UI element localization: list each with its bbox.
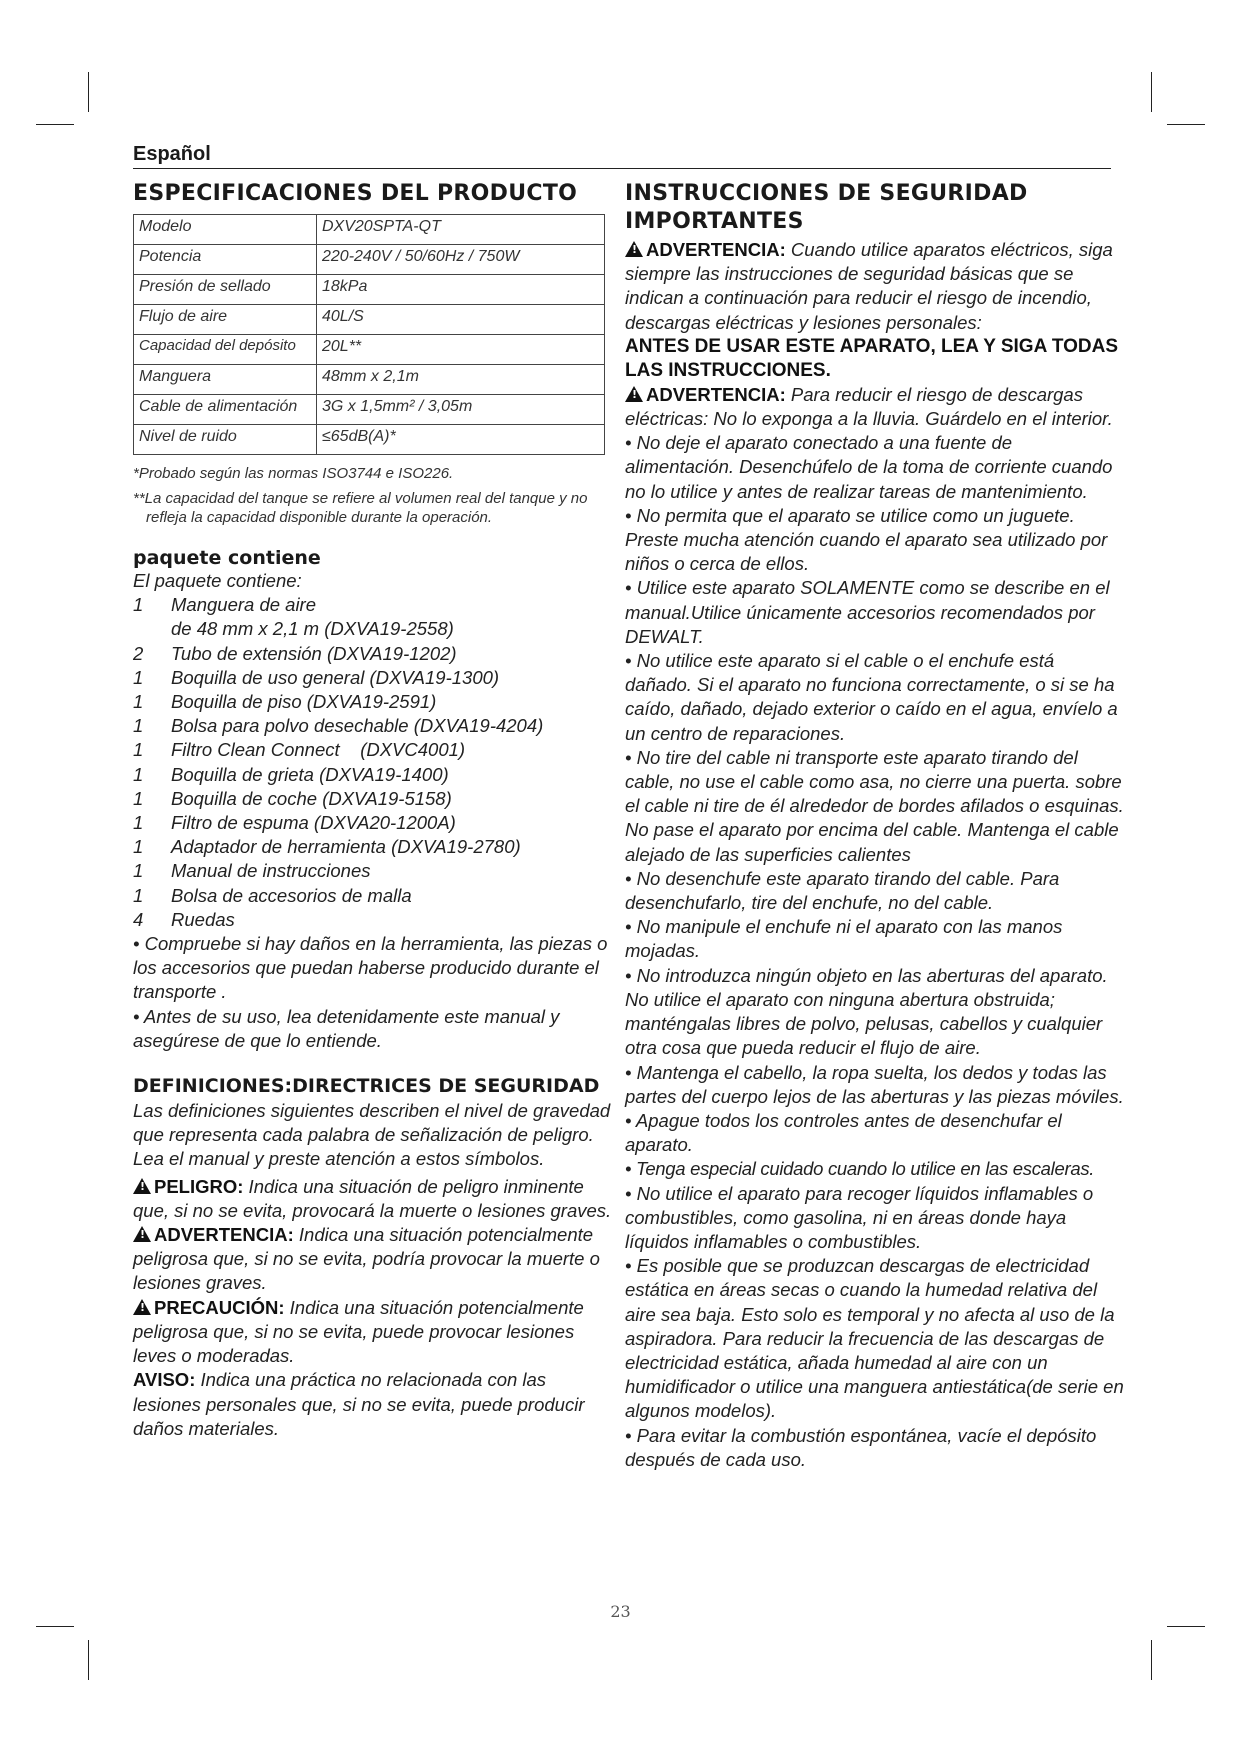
- list-item: [133, 666, 613, 690]
- item-text: Manual de instrucciones: [171, 860, 371, 882]
- spec-label: Modelo: [134, 215, 317, 245]
- list-item: [133, 884, 613, 908]
- table-row: [134, 335, 605, 365]
- spec-label: Nivel de ruido: [134, 425, 317, 455]
- table-row: [134, 305, 605, 335]
- item-qty: 4: [133, 908, 144, 930]
- item-text: Adaptador de herramienta (DXVA19-2780): [171, 836, 521, 858]
- safety-bullet: • No utilice este aparato si el cable o el enchufe está dañado. Si el aparato no funciona correctamente, o si se ha caído, dañado, dejado exterior o caído en el agua, envíelo a un centro de reparaciones.: [625, 650, 1118, 744]
- signal-word: ADVERTENCIA:: [646, 383, 786, 405]
- warning-triangle-icon: [133, 1299, 151, 1315]
- safety-bullet: • Utilice este aparato SOLAMENTE como se describe en el manual.Utilice únicamente accesorios recomendados por DEWALT.: [625, 577, 1110, 647]
- list-item: [133, 763, 613, 787]
- crop-mark: [88, 72, 89, 112]
- spec-value: ≤65dB(A)*: [317, 425, 605, 455]
- item-qty: 1: [133, 691, 144, 713]
- item-qty: 1: [133, 787, 144, 809]
- safety-bullet: • Apague todos los controles antes de desenchufar el aparato.: [625, 1109, 1062, 1156]
- item-text: Boquilla de uso general (DXVA19-1300): [171, 666, 500, 688]
- package-bullet: • Antes de su uso, lea detenidamente este manual y asegúrese de que lo entiende.: [133, 1005, 560, 1051]
- table-row: [134, 365, 605, 395]
- package-bullet: • Compruebe si hay daños en la herramienta, las piezas o los accesorios que puedan haberse producido durante el transporte .: [133, 933, 608, 1003]
- definition-text: Indica una situación de peligro inminente que, si no se evita, provocará la muerte o lesiones graves.: [133, 1175, 612, 1221]
- safety-bullet: • No tire del cable ni transporte este aparato tirando del cable, no use el cable como asa, no cierre una puerta. sobre el cable ni tire de él alrededor de bordes afilados o esquinas. No pase el aparato por encima del cable. Mantenga el cable alejado de las superficies calientes: [625, 746, 1124, 865]
- list-item: [133, 738, 613, 762]
- safety-bullet: • No deje el aparato conectado a una fuente de alimentación. Desenchúfelo de la toma de corriente cuando no lo utilice y antes de realizar tareas de mantenimiento.: [625, 432, 1113, 502]
- signal-word: ADVERTENCIA:: [154, 1224, 294, 1246]
- safety-title: INSTRUCCIONES DE SEGURIDAD IMPORTANTES: [625, 181, 1028, 234]
- safety-bullet: • Para evitar la combustión espontánea, vacíe el depósito después de cada uso.: [625, 1424, 1097, 1470]
- signal-word: ADVERTENCIA:: [646, 239, 786, 260]
- read-instructions-notice: ANTES DE USAR ESTE APARATO, LEA Y SIGA TODAS LAS INSTRUCCIONES.: [625, 335, 1119, 381]
- crop-mark: [1167, 1626, 1205, 1627]
- item-text: Bolsa de accesorios de malla: [171, 884, 412, 906]
- crop-mark: [1151, 72, 1152, 112]
- list-item: [133, 835, 613, 859]
- crop-mark: [36, 1626, 74, 1627]
- item-text: Ruedas: [171, 908, 235, 930]
- item-qty: 1: [133, 812, 144, 834]
- item-text: Bolsa para polvo desechable (DXVA19-4204): [171, 715, 544, 737]
- definition-text: Indica una situación potencialmente peligrosa que, si no se evita, podría provocar la muerte o lesiones graves.: [133, 1224, 600, 1294]
- specs-footnote: *Probado según las normas ISO3744 e ISO226.: [133, 465, 454, 482]
- signal-word: PRECAUCIÓN:: [154, 1296, 285, 1318]
- warning-triangle-icon: [625, 241, 643, 257]
- list-item: [133, 787, 613, 811]
- language-label: Español: [133, 143, 211, 165]
- item-qty: 1: [133, 594, 144, 616]
- safety-bullet: • Es posible que se produzcan descargas de electricidad estática en áreas secas o cuando la humedad relativa del aire sea baja. Esto solo es temporal y no afecta al uso de la aspiradora. Para reducir la frecuencia de las descargas de electricidad estática, añada humedad al aire con un humidificador o utilice una manguera antiestática(de serie en algunos modelos).: [625, 1255, 1124, 1422]
- warning-triangle-icon: [625, 386, 643, 402]
- spec-label: Presión de sellado: [134, 275, 317, 305]
- item-qty: 1: [133, 860, 144, 882]
- spec-label: Capacidad del depósito: [134, 335, 317, 365]
- definitions-intro: Las definiciones siguientes describen el nivel de gravedad que representa cada palabra de señalización de peligro. Lea el manual y preste atención a estos símbolos.: [133, 1100, 611, 1170]
- safety-bullet: • No desenchufe este aparato tirando del cable. Para desenchufarlo, tire del enchufe, no del cable.: [625, 867, 1060, 914]
- spec-label: Cable de alimentación: [134, 395, 317, 425]
- table-row: [134, 245, 605, 275]
- page-number: 23: [610, 1602, 631, 1621]
- item-text: Manguera de aire: [171, 594, 317, 616]
- signal-word: PELIGRO:: [154, 1175, 244, 1197]
- crop-mark: [36, 124, 74, 125]
- item-text: Boquilla de grieta (DXVA19-1400): [171, 763, 449, 785]
- spec-value: 18kPa: [317, 275, 605, 305]
- safety-bullet: • No manipule el enchufe ni el aparato con las manos mojadas.: [625, 916, 1063, 962]
- item-text: Filtro de espuma (DXVA20-1200A): [171, 812, 456, 834]
- package-title: paquete contiene: [133, 547, 321, 569]
- definition-aviso: [133, 1368, 613, 1441]
- item-qty: 1: [133, 884, 144, 906]
- safety-bullet: • No permita que el aparato se utilice como un juguete. Preste mucha atención cuando el aparato sea utilizado por niños o cerca de ellos.: [625, 504, 1108, 575]
- item-text: Boquilla de piso (DXVA19-2591): [171, 691, 437, 713]
- safety-bullet: • Tenga especial cuidado cuando lo utilice en las escaleras.: [625, 1158, 1095, 1180]
- table-row: [134, 215, 605, 245]
- package-intro: El paquete contiene:: [133, 570, 302, 591]
- safety-bullet: • No introduzca ningún objeto en las aberturas del aparato. No utilice el aparato con ninguna abertura obstruida; manténgalas libres de polvo, pelusas, cabellos y cualquier otra cosa que pueda reducir el flujo de aire.: [625, 964, 1108, 1059]
- spec-value: 20L**: [317, 335, 605, 365]
- item-qty: 1: [133, 666, 144, 688]
- table-row: [134, 425, 605, 455]
- package-list: [133, 593, 613, 932]
- spec-value: 40L/S: [317, 305, 605, 335]
- warning-triangle-icon: [133, 1226, 151, 1242]
- list-item: [133, 593, 613, 617]
- safety-warning-2: [625, 383, 1125, 431]
- warning-triangle-icon: [133, 1178, 151, 1194]
- safety-warning-1: [625, 238, 1125, 335]
- item-qty: 1: [133, 836, 144, 858]
- spec-label: Potencia: [134, 245, 317, 275]
- definitions-title: DEFINICIONES:DIRECTRICES DE SEGURIDAD: [133, 1075, 600, 1098]
- list-item: [133, 642, 613, 666]
- definition-precaucion: [133, 1296, 613, 1369]
- spec-label: Flujo de aire: [134, 305, 317, 335]
- item-text: Tubo de extensión (DXVA19-1202): [171, 642, 457, 664]
- safety-bullet: • Mantenga el cabello, la ropa suelta, los dedos y todas las partes del cuerpo lejos de las aberturas y las piezas móviles.: [625, 1061, 1124, 1107]
- crop-mark: [88, 1640, 89, 1680]
- specs-title: ESPECIFICACIONES DEL PRODUCTO: [133, 181, 578, 206]
- item-text: Filtro Clean Connect (DXVC4001): [171, 739, 466, 761]
- safety-bullet: • No utilice el aparato para recoger líquidos inflamables o combustibles, como gasolina, ni en áreas donde haya líquidos inflamables o combustibles.: [625, 1182, 1094, 1252]
- signal-word: AVISO:: [133, 1369, 196, 1391]
- spec-value: 3G x 1,5mm² / 3,05m: [317, 395, 605, 425]
- specs-table: [133, 214, 605, 455]
- spec-value: 220-240V / 50/60Hz / 750W: [317, 245, 605, 275]
- warning-text: Para reducir el riesgo de descargas eléctricas: No lo exponga a la lluvia. Guárdelo en el interior.: [625, 383, 1113, 430]
- list-item: [133, 859, 613, 883]
- table-row: [134, 395, 605, 425]
- list-item: [133, 690, 613, 714]
- item-qty: 2: [133, 642, 144, 664]
- definition-advertencia: [133, 1223, 613, 1296]
- spec-value: DXV20SPTA-QT: [317, 215, 605, 245]
- specs-footnote: **La capacidad del tanque se refiere al volumen real del tanque y no refleja la capacidad disponible durante la operación.: [133, 490, 588, 526]
- item-qty: 1: [133, 739, 144, 761]
- item-qty: 1: [133, 763, 144, 785]
- crop-mark: [1151, 1640, 1152, 1680]
- list-item: [133, 811, 613, 835]
- crop-mark: [1167, 124, 1205, 125]
- item-text: Boquilla de coche (DXVA19-5158): [171, 787, 452, 809]
- spec-label: Manguera: [134, 365, 317, 395]
- definition-peligro: [133, 1175, 613, 1223]
- table-row: [134, 275, 605, 305]
- spec-value: 48mm x 2,1m: [317, 365, 605, 395]
- item-qty: 1: [133, 715, 144, 737]
- definition-text: Indica una práctica no relacionada con las lesiones personales que, si no se evita, puede producir daños materiales.: [133, 1369, 585, 1439]
- warning-text: Cuando utilice aparatos eléctricos, siga siempre las instrucciones de seguridad básicas que se indican a continuación para reducir el riesgo de incendio, descargas eléctricas y lesiones personales:: [625, 239, 1113, 333]
- header-rule: [133, 168, 1111, 169]
- list-item-continuation: de 48 mm x 2,1 m (DXVA19-2558): [171, 618, 454, 640]
- right-column: [625, 180, 1125, 1472]
- definition-text: Indica una situación potencialmente peligrosa que, si no se evita, puede provocar lesiones leves o moderadas.: [133, 1296, 584, 1367]
- left-column: [133, 180, 613, 1441]
- list-item: [133, 908, 613, 932]
- list-item: [133, 714, 613, 738]
